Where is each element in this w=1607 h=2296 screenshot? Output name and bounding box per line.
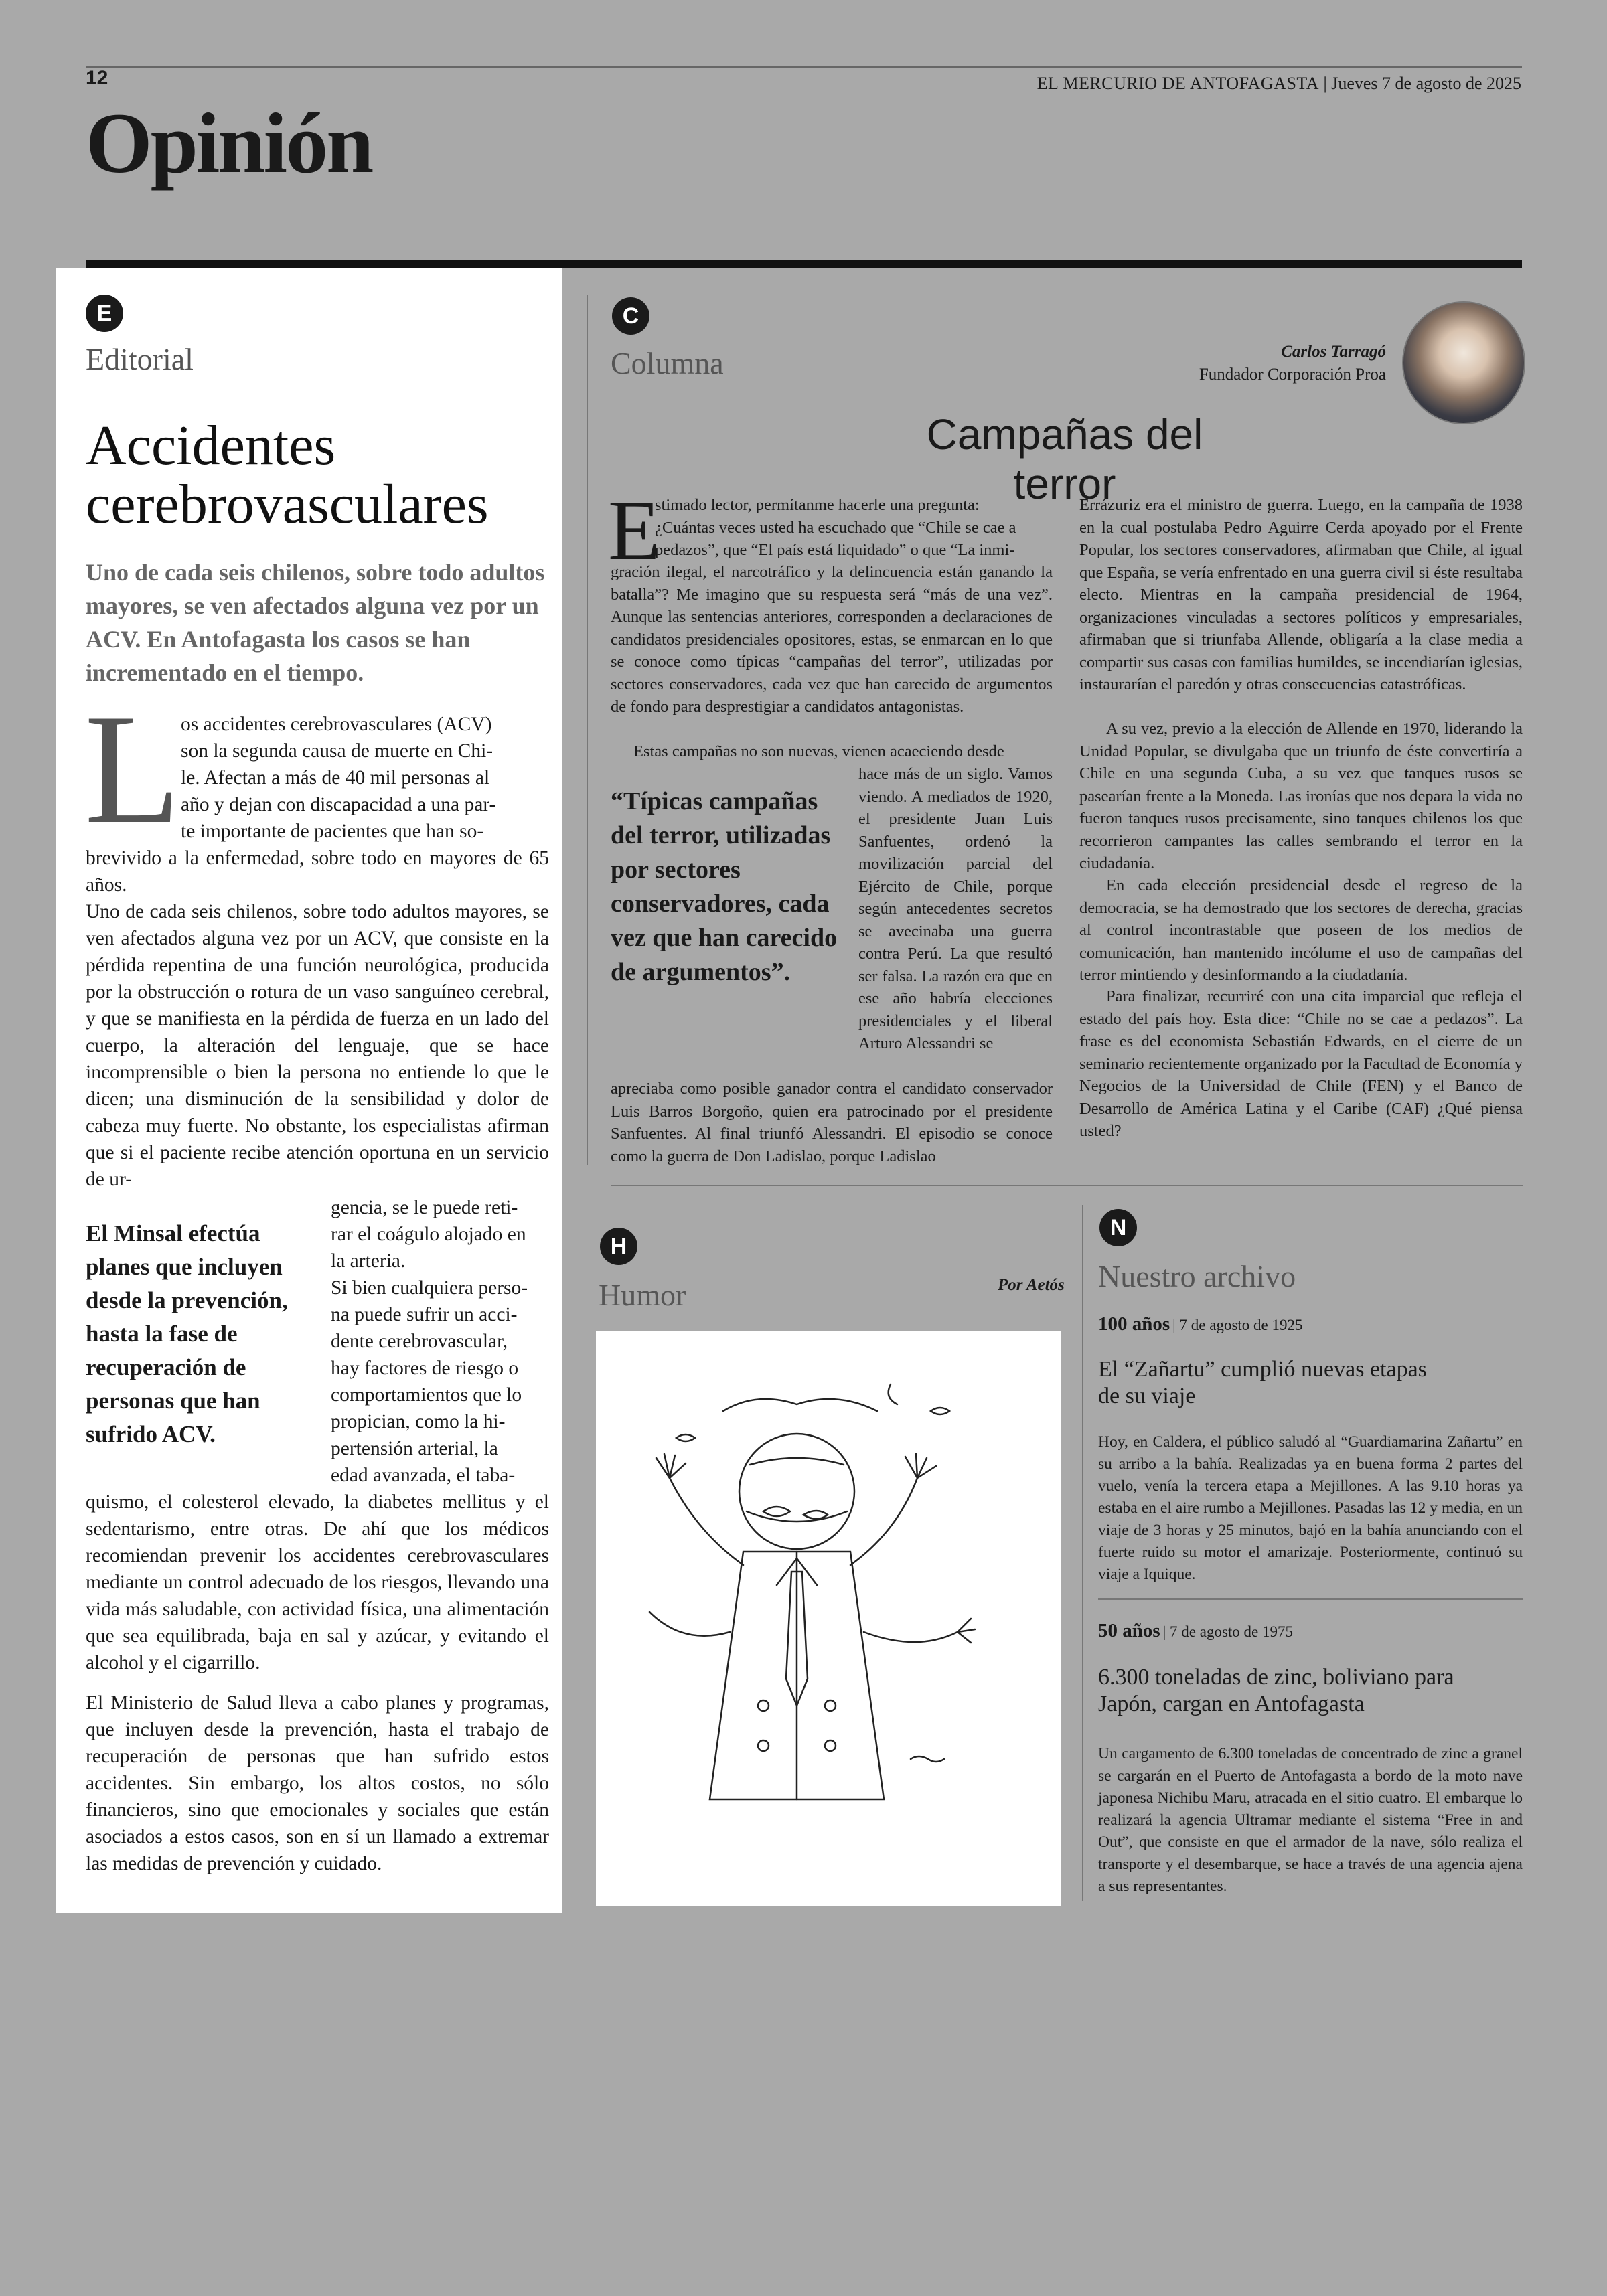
editorial-p4: El Ministerio de Salud lleva a cabo planes y programas, que incluyen desde la prevención, hasta el trabajo de recuperación de personas que han sufrido estos accidentes. Sin embargo, los altos costos, no sólo financieros, sino que emocionales y sociales que están asociados a estos casos, son en sí un llamado a extremar las medidas de prevención y cuidado.	[86, 1692, 549, 1874]
columna-right-p4: Para finalizar, recurriré con una cita imparcial que refleja el estado del país hoy. Esta dice: “Chile no se cae a pedazos”. La frase es del economista Sebastián Edwards, en el cierre de un seminario recientemente organizado por la Facultad de Economía y Negocios de la Universidad de Chile (FEN) y el Banco de Desarrollo de América Latina y el Caribe (CAF) ¿Qué piensa usted?	[1079, 987, 1523, 1140]
editorial-p2: Uno de cada seis chilenos, sobre todo adultos mayores, se ven afectados alguna vez por un ACV, que consiste en la pérdida repentina de una función neurológica, producida por la obstrucción o rotura de un vaso sanguíneo cerebral, y que se manifiesta en la pérdida de fuerza en un lado del cuerpo, la alteración del lenguaje, que se hace incomprensible o bien la persona no entiende lo que le dicen; una disminución de la sensibilidad y dolor de cabeza muy fuerte. No obstante, los especialistas afirman que si el paciente recibe atención oportuna en un servicio de ur-	[86, 901, 549, 1190]
editorial-p1-rest: brevivido a la enfermedad, sobre todo en mayores de 65 años.	[86, 847, 549, 896]
publication-name: EL MERCURIO DE ANTOFAGASTA	[1037, 74, 1319, 93]
humor-cartoon	[596, 1331, 1061, 1906]
editorial-narrow-line: comportamientos que lo	[331, 1384, 522, 1406]
editorial-headline-line2: cerebrovasculares	[86, 473, 489, 536]
columna-right-p1: Errázuriz era el ministro de guerra. Luego, en la campaña de 1938 en la cual postulaba Pedro Aguirre Cerda apoyado por el Frente Popular, los sectores conservadores, afirmaban que Chile, al igual que España, se vería enfrentado en una guerra civil si éste resultaba electo. Mientras en la campaña presidencial de 1964, organizaciones vinculadas a sectores políticos y empresariales, afirmaban que si triunfaba Allende, obligaría a la clase media a compartir sus casas con familias humildes, se incendiarían iglesias, instaurarían el paredón y otras consecuencias catastróficas.	[1079, 496, 1523, 693]
columna-p1: gración ilegal, el narcotráfico y la delincuencia están ganando la batalla”? Me imagino que su respuesta será “más de una vez”. Aunque las sentencias anteriores, corresponden a declaraciones de candidatos presidenciales opositores, estas, se enmarcan en lo que se conoce como típicas “campañas del terror”, utilizadas por sectores conservadores, cada vez que han carecido de argumentos de fondo para desprestigiar a candidatos antagonistas.	[611, 563, 1053, 716]
columna-title: Campañas del terror	[926, 410, 1203, 508]
editorial-p1-line: año y dejan con discapacidad a una par-	[181, 794, 496, 815]
masthead-divider: |	[1323, 74, 1332, 93]
editorial-pull-quote: El Minsal efectúa planes que incluyen desde la prevención, hasta la fase de recuperación de personas que han sufrido ACV.	[86, 1220, 288, 1447]
editorial-p1-line: te importante de pacientes que han so-	[181, 821, 484, 842]
archive-headline: 6.300 toneladas de zinc, boliviano para Japón, cargan en Antofagasta	[1098, 1665, 1454, 1716]
editorial-p1-line: le. Afectan a más de 40 mil personas al	[181, 767, 490, 789]
editorial-label: Editorial	[86, 342, 194, 376]
author-role: Fundador Corporación Proa	[1199, 365, 1386, 384]
top-rule	[86, 66, 1522, 68]
author-name: Carlos Tarragó	[1281, 343, 1386, 361]
editorial-column	[56, 268, 562, 1913]
humor-label: Humor	[599, 1278, 686, 1312]
columna-narrow: hace más de un siglo. Vamos viendo. A mediados de 1920, el presidente Juan Luis Sanfuentes, ordenó la movilización parcial del Ejército de Chile, porque según antecedentes secretos se avecinaba una guerra contra Perú. La que resultó ser falsa. La razón era que en ese año habría elecciones presidenciales y el liberal Arturo Alessandri se	[858, 765, 1053, 1052]
humor-byline: Por Aetós	[998, 1276, 1065, 1294]
columna-right-p3: En cada elección presidencial desde el regreso de la democracia, se ha demostrado que los sectores de derecha, gracias al control incontrastable que poseen de los medios de comunicación, han mantenido incólume el uso de campañas del terror mintiendo y desinformando a la ciudadanía.	[1079, 876, 1523, 984]
archive-item-1-meta	[1098, 1313, 1303, 1335]
editorial-narrow-column	[331, 1194, 549, 1489]
editorial-headline	[86, 416, 548, 534]
columna-p2-lead: Estas campañas no son nuevas, vienen acaeciendo desde	[633, 742, 1004, 760]
editorial-p1-line: os accidentes cerebrovasculares (ACV)	[181, 714, 492, 735]
archive-date: 7 de agosto de 1925	[1179, 1317, 1303, 1333]
editorial-headline-line1: Accidentes	[86, 414, 336, 477]
archive-text: Hoy, en Caldera, el público saludó al “Guardiamarina Zañartu” en su arribo a la bahía. Realizadas ya en buena forma 2 partes del vuelo, venía la tercera etapa a Mejillones. A las 9.10 horas ya estaba en el aire rumbo a Mejillones. Pasadas las 12 y media, en un viaje de 3 horas y 25 minutos, bajó en la bahía anunciando con el fuerte ruido su motor el amarizaje. Posteriormente, continuó su viaje a Iquique.	[1098, 1433, 1523, 1583]
humor-badge: H	[600, 1228, 637, 1265]
editorial-narrow-line: Si bien cualquiera perso-	[331, 1277, 528, 1299]
columna-dropcap: E	[608, 483, 661, 578]
columna-lead-line: stimado lector, permítanme hacerle una pregunta:	[655, 496, 980, 514]
columna-bottom-rule	[611, 1185, 1523, 1186]
editorial-narrow-line: pertensión arterial, la	[331, 1438, 498, 1459]
masthead	[1037, 74, 1521, 94]
columna-right-p2: A su vez, previo a la elección de Allende en 1970, liderando la Unidad Popular, se divulgaba que un triunfo de éste convertiría a Chile en una segunda Cuba, a su vez que tanques rusos se pasearían frente a la Moneda. Las ironías que nos depara la vida no fueron tanques rusos precisamente, sino tanques chilenos los que recorrieron campantes las calles sembrando el terror en la ciudadanía.	[1079, 720, 1523, 872]
editorial-p1-line: son la segunda causa de muerte en Chi-	[181, 740, 493, 762]
columna-label: Columna	[611, 346, 724, 380]
editorial-narrow-line: edad avanzada, el taba-	[331, 1465, 516, 1486]
fishbowl-shape	[739, 1434, 854, 1549]
cartoon-illustration	[596, 1331, 1061, 1906]
editorial-narrow-line: la arteria.	[331, 1250, 406, 1272]
editorial-narrow-line: dente cerebrovascular,	[331, 1331, 508, 1352]
archive-rule	[1098, 1598, 1523, 1600]
editorial-deck: Uno de cada seis chilenos, sobre todo adultos mayores, se ven afectados alguna vez por un ACV. En Antofagasta los casos se han incrementado en el tiempo.	[86, 559, 545, 686]
editorial-narrow-line: propician, como la hi-	[331, 1411, 506, 1432]
section-rule	[86, 260, 1522, 268]
archivo-badge: N	[1099, 1209, 1137, 1246]
archive-headline: El “Zañartu” cumplió nuevas etapas de su viaje	[1098, 1357, 1427, 1408]
archive-date-divider: |	[1162, 1623, 1170, 1640]
column-divider	[587, 295, 588, 1165]
columna-pull-quote: “Típicas campañas del terror, utilizadas por sectores conservadores, cada vez que han carecido de argumentos”.	[611, 787, 838, 986]
columna-lead-line: pedazos”, que “El país está liquidado” o que “La inmi-	[655, 541, 1015, 559]
archive-years: 100 años	[1098, 1313, 1170, 1335]
page-number: 12	[86, 67, 108, 89]
section-title: Opinión	[86, 96, 372, 191]
editorial-narrow-line: na puede sufrir un acci-	[331, 1304, 518, 1325]
issue-date: Jueves 7 de agosto de 2025	[1331, 74, 1521, 93]
editorial-narrow-line: gencia, se le puede reti-	[331, 1197, 518, 1218]
editorial-dropcap: L	[84, 682, 181, 857]
archive-divider	[1082, 1205, 1083, 1901]
archive-date-divider: |	[1172, 1317, 1180, 1333]
archive-date: 7 de agosto de 1975	[1170, 1623, 1293, 1640]
author-avatar	[1402, 301, 1525, 424]
columna-badge: C	[612, 297, 649, 335]
editorial-p1-lines	[181, 711, 549, 845]
editorial-narrow-line: rar el coágulo alojado en	[331, 1224, 526, 1245]
editorial-p3: quismo, el colesterol elevado, la diabetes mellitus y el sedentarismo, entre otras. De ahí que los médicos recomiendan prevenir los accidentes cerebrovasculares mediante un control adecuado de los riesgos, llevando una vida más saludable, con actividad física, una alimentación que sea equilibrada, baja en sal y azúcar, y evitando el alcohol y el cigarrillo.	[86, 1491, 549, 1673]
archive-item-2-meta	[1098, 1620, 1293, 1642]
archivo-label: Nuestro archivo	[1098, 1259, 1296, 1293]
columna-lead-lines	[655, 494, 1051, 562]
editorial-narrow-line: hay factores de riesgo o	[331, 1358, 519, 1379]
archive-text: Un cargamento de 6.300 toneladas de concentrado de zinc a granel se cargarán en el Puerto de Antofagasta a bordo de la moto nave japonesa Nichibu Maru, atracada en el sitio cuatro. El embarque lo realizará la agencia Ultramar mediante el sistema “Free in and Out”, que consiste en que el armador de la nave, sólo realiza el transporte y el desembarque, se hace a través de una agencia ajena a sus representantes.	[1098, 1745, 1523, 1895]
editorial-badge: E	[86, 295, 123, 332]
columna-lead-line: ¿Cuántas veces usted ha escuchado que “Chile se cae a	[655, 518, 1016, 537]
columna-p2-rest: apreciaba como posible ganador contra el candidato conservador Luis Barros Borgoño, quien era patrocinado por el presidente Sanfuentes. Al final triunfó Alessandri. El episodio se conoce como la guerra de Don Ladislao, porque Ladislao	[611, 1080, 1053, 1165]
archive-years: 50 años	[1098, 1620, 1160, 1641]
